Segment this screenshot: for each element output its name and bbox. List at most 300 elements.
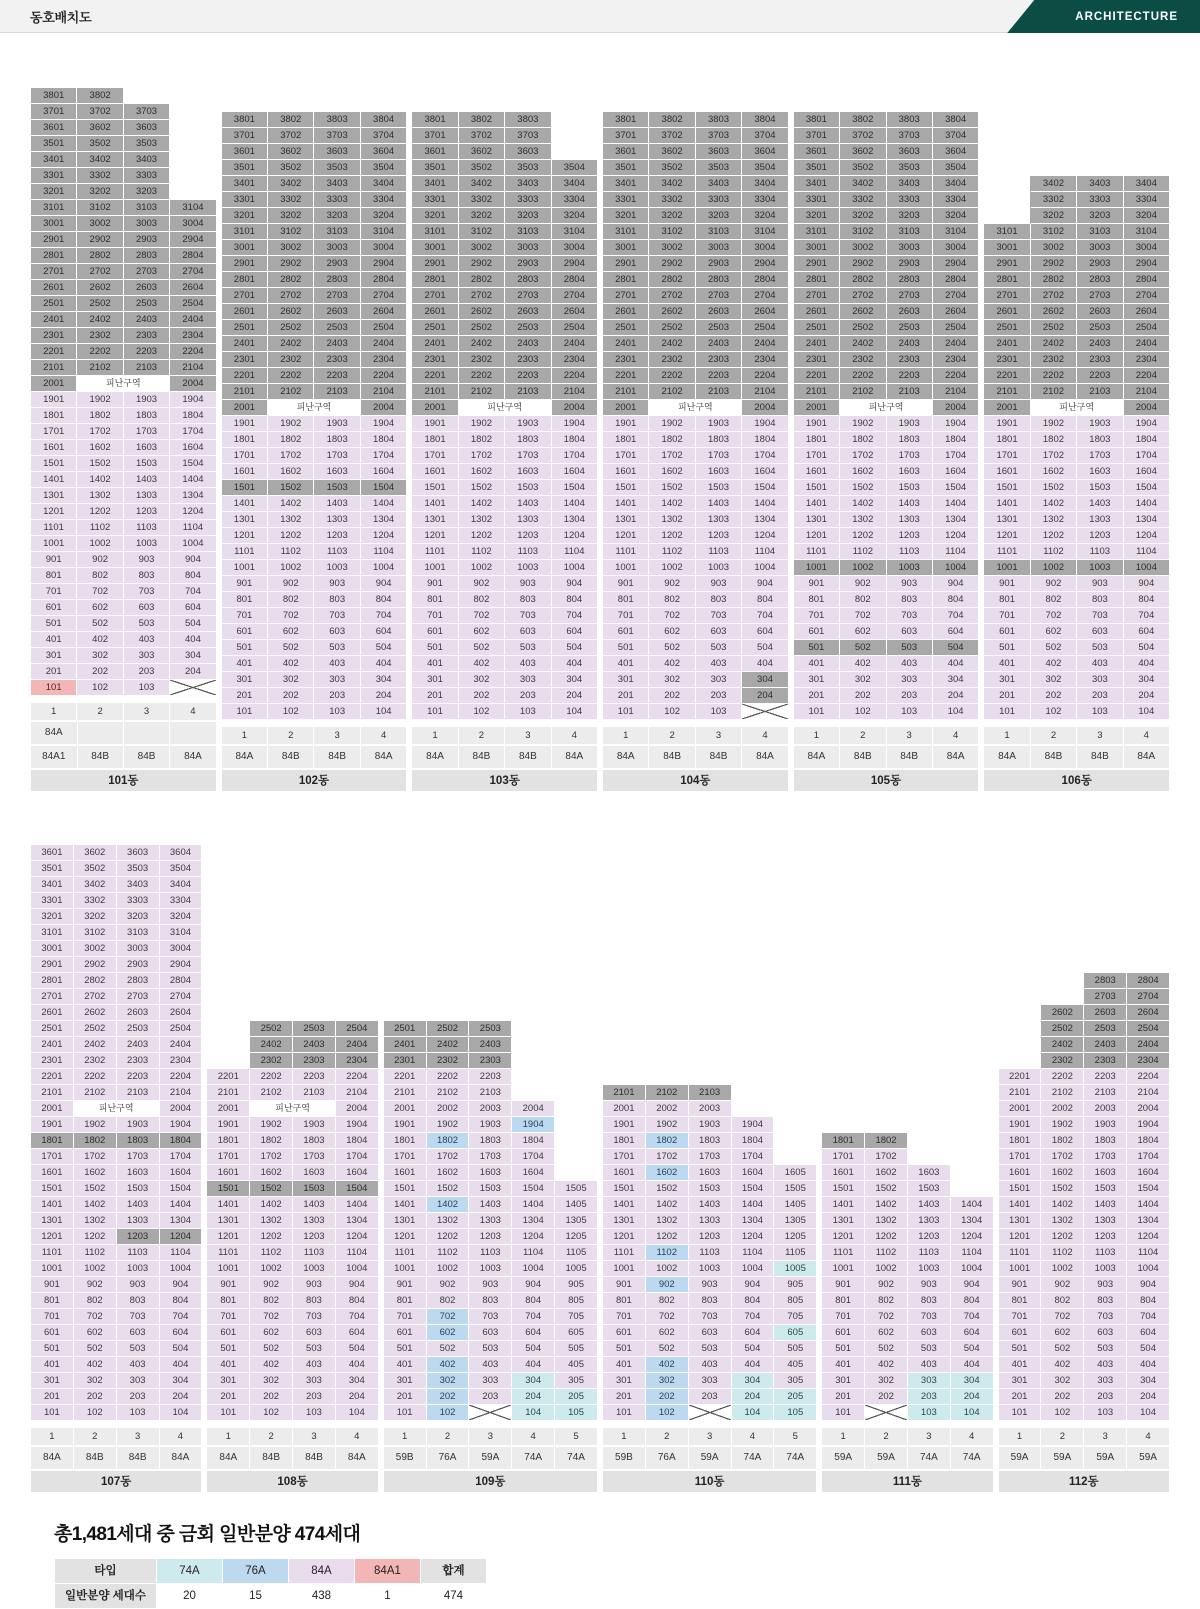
unit-cell[interactable]: 1601 bbox=[822, 1165, 865, 1181]
unit-cell[interactable]: 2101 bbox=[31, 360, 77, 376]
unit-cell[interactable]: 701 bbox=[221, 608, 267, 624]
unit-cell[interactable]: 404 bbox=[170, 632, 216, 648]
unit-cell[interactable]: 2402 bbox=[840, 336, 886, 352]
unit-cell[interactable]: 704 bbox=[170, 584, 216, 600]
unit-cell[interactable]: 3301 bbox=[603, 192, 649, 208]
unit-cell[interactable]: 401 bbox=[31, 1357, 74, 1373]
unit-cell[interactable]: 3502 bbox=[77, 136, 123, 152]
unit-cell[interactable]: 101 bbox=[207, 1405, 250, 1421]
unit-cell[interactable]: 1302 bbox=[77, 488, 123, 504]
unit-cell[interactable]: 2203 bbox=[1077, 368, 1123, 384]
unit-cell[interactable]: 904 bbox=[551, 576, 597, 592]
unit-cell[interactable]: 1604 bbox=[1123, 464, 1169, 480]
unit-cell[interactable]: 2503 bbox=[505, 320, 551, 336]
unit-cell[interactable]: 1102 bbox=[73, 1245, 116, 1261]
unit-cell[interactable]: 1602 bbox=[73, 1165, 116, 1181]
unit-cell[interactable]: 3602 bbox=[77, 120, 123, 136]
unit-cell[interactable]: 1103 bbox=[314, 544, 360, 560]
unit-cell[interactable]: 1803 bbox=[293, 1133, 336, 1149]
unit-cell[interactable]: 2401 bbox=[412, 336, 458, 352]
unit-cell[interactable]: 801 bbox=[984, 592, 1030, 608]
unit-cell[interactable]: 1405 bbox=[774, 1197, 817, 1213]
unit-cell[interactable]: 103 bbox=[1084, 1405, 1127, 1421]
unit-cell[interactable]: 2004 bbox=[360, 400, 406, 416]
unit-cell[interactable]: 3003 bbox=[505, 240, 551, 256]
unit-cell[interactable]: 804 bbox=[512, 1293, 555, 1309]
unit-cell[interactable]: 2302 bbox=[268, 352, 314, 368]
unit-cell[interactable]: 1501 bbox=[383, 1181, 426, 1197]
unit-cell[interactable]: 2004 bbox=[742, 400, 788, 416]
unit-cell[interactable]: 3702 bbox=[840, 128, 886, 144]
unit-cell[interactable]: 2902 bbox=[458, 256, 504, 272]
unit-cell[interactable]: 3101 bbox=[603, 224, 649, 240]
unit-cell[interactable]: 604 bbox=[360, 624, 406, 640]
unit-cell[interactable]: 3602 bbox=[458, 144, 504, 160]
unit-cell[interactable]: 104 bbox=[932, 704, 978, 720]
unit-cell[interactable]: 1102 bbox=[1030, 544, 1076, 560]
unit-cell[interactable]: 2702 bbox=[649, 288, 695, 304]
unit-cell[interactable]: 502 bbox=[73, 1341, 116, 1357]
unit-cell[interactable]: 904 bbox=[512, 1277, 555, 1293]
unit-cell[interactable]: 2302 bbox=[426, 1053, 469, 1069]
unit-cell[interactable]: 701 bbox=[603, 608, 649, 624]
unit-cell[interactable]: 202 bbox=[1041, 1389, 1084, 1405]
unit-cell[interactable]: 304 bbox=[159, 1373, 202, 1389]
unit-cell[interactable]: 3404 bbox=[551, 176, 597, 192]
unit-cell[interactable]: 2201 bbox=[412, 368, 458, 384]
unit-cell[interactable]: 2902 bbox=[1030, 256, 1076, 272]
unit-cell[interactable]: 304 bbox=[335, 1373, 378, 1389]
unit-cell[interactable]: 403 bbox=[695, 656, 741, 672]
unit-cell[interactable]: 2602 bbox=[458, 304, 504, 320]
unit-cell[interactable]: 1604 bbox=[551, 464, 597, 480]
unit-cell[interactable]: 1301 bbox=[793, 512, 839, 528]
unit-cell[interactable]: 902 bbox=[250, 1277, 293, 1293]
unit-cell[interactable]: 2603 bbox=[505, 304, 551, 320]
unit-cell[interactable]: 3102 bbox=[73, 925, 116, 941]
unit-cell[interactable]: 1201 bbox=[984, 528, 1030, 544]
unit-cell[interactable]: 201 bbox=[822, 1389, 865, 1405]
unit-cell[interactable]: 3801 bbox=[412, 112, 458, 128]
unit-cell[interactable]: 2403 bbox=[505, 336, 551, 352]
unit-cell[interactable]: 1703 bbox=[1077, 448, 1123, 464]
unit-cell[interactable]: 3801 bbox=[31, 88, 77, 104]
unit-cell[interactable]: 3204 bbox=[159, 909, 202, 925]
unit-cell[interactable]: 1301 bbox=[31, 1213, 74, 1229]
unit-cell[interactable]: 1004 bbox=[335, 1261, 378, 1277]
unit-cell[interactable]: 2004 bbox=[1127, 1101, 1170, 1117]
unit-cell[interactable]: 2101 bbox=[221, 384, 267, 400]
unit-cell[interactable]: 3301 bbox=[31, 168, 77, 184]
unit-cell[interactable]: 102 bbox=[840, 704, 886, 720]
unit-cell[interactable]: 1704 bbox=[159, 1149, 202, 1165]
unit-cell[interactable]: 2603 bbox=[695, 304, 741, 320]
unit-cell[interactable]: 1203 bbox=[505, 528, 551, 544]
unit-cell[interactable]: 2801 bbox=[412, 272, 458, 288]
unit-cell[interactable]: 2603 bbox=[314, 304, 360, 320]
unit-cell[interactable]: 1101 bbox=[221, 544, 267, 560]
unit-cell[interactable]: 1104 bbox=[551, 544, 597, 560]
unit-cell[interactable]: 702 bbox=[840, 608, 886, 624]
unit-cell[interactable]: 1703 bbox=[1084, 1149, 1127, 1165]
unit-cell[interactable]: 3304 bbox=[1123, 192, 1169, 208]
unit-cell[interactable]: 403 bbox=[116, 1357, 159, 1373]
unit-cell[interactable]: 1501 bbox=[984, 480, 1030, 496]
unit-cell[interactable]: 2601 bbox=[31, 1005, 74, 1021]
unit-cell[interactable]: 401 bbox=[383, 1357, 426, 1373]
unit-cell[interactable]: 3803 bbox=[505, 112, 551, 128]
unit-cell[interactable]: 1503 bbox=[1077, 480, 1123, 496]
unit-cell[interactable]: 1803 bbox=[469, 1133, 512, 1149]
unit-cell[interactable]: 201 bbox=[998, 1389, 1041, 1405]
unit-cell[interactable]: 2503 bbox=[1084, 1021, 1127, 1037]
unit-cell[interactable]: 2802 bbox=[1030, 272, 1076, 288]
unit-cell[interactable]: 304 bbox=[1127, 1373, 1170, 1389]
unit-cell[interactable]: 1001 bbox=[31, 1261, 74, 1277]
unit-cell[interactable]: 2303 bbox=[505, 352, 551, 368]
unit-cell[interactable]: 1402 bbox=[1041, 1197, 1084, 1213]
unit-cell[interactable]: 404 bbox=[1123, 656, 1169, 672]
unit-cell[interactable]: 1603 bbox=[907, 1165, 950, 1181]
unit-cell[interactable]: 104 bbox=[360, 704, 406, 720]
unit-cell[interactable]: 903 bbox=[1084, 1277, 1127, 1293]
unit-cell[interactable]: 3501 bbox=[603, 160, 649, 176]
unit-cell[interactable]: 401 bbox=[412, 656, 458, 672]
unit-cell[interactable]: 603 bbox=[1077, 624, 1123, 640]
unit-cell[interactable]: 1003 bbox=[314, 560, 360, 576]
unit-cell[interactable]: 1802 bbox=[649, 432, 695, 448]
unit-cell[interactable]: 2203 bbox=[469, 1069, 512, 1085]
unit-cell[interactable]: 1501 bbox=[207, 1181, 250, 1197]
unit-cell[interactable]: 3202 bbox=[458, 208, 504, 224]
unit-cell[interactable]: 2704 bbox=[170, 264, 216, 280]
unit-cell[interactable]: 1403 bbox=[314, 496, 360, 512]
unit-cell[interactable]: 1204 bbox=[1123, 528, 1169, 544]
unit-cell[interactable]: 101 bbox=[793, 704, 839, 720]
unit-cell[interactable]: 2903 bbox=[695, 256, 741, 272]
unit-cell[interactable]: 1504 bbox=[1123, 480, 1169, 496]
unit-cell[interactable]: 2604 bbox=[1123, 304, 1169, 320]
unit-cell[interactable]: 1502 bbox=[458, 480, 504, 496]
unit-cell[interactable]: 902 bbox=[73, 1277, 116, 1293]
unit-cell[interactable]: 904 bbox=[360, 576, 406, 592]
unit-cell[interactable]: 804 bbox=[360, 592, 406, 608]
unit-cell[interactable]: 1103 bbox=[123, 520, 169, 536]
unit-cell[interactable]: 1601 bbox=[793, 464, 839, 480]
unit-cell[interactable]: 3604 bbox=[932, 144, 978, 160]
unit-cell[interactable]: 1404 bbox=[335, 1197, 378, 1213]
unit-cell[interactable]: 2502 bbox=[840, 320, 886, 336]
unit-cell[interactable]: 2403 bbox=[314, 336, 360, 352]
unit-cell[interactable]: 3801 bbox=[793, 112, 839, 128]
unit-cell[interactable]: 2103 bbox=[314, 384, 360, 400]
unit-cell[interactable]: 1304 bbox=[1123, 512, 1169, 528]
unit-cell[interactable]: 1404 bbox=[950, 1197, 993, 1213]
unit-cell[interactable]: 201 bbox=[221, 688, 267, 704]
unit-cell[interactable]: 1004 bbox=[1127, 1261, 1170, 1277]
unit-cell[interactable]: 2904 bbox=[551, 256, 597, 272]
unit-cell[interactable]: 3403 bbox=[505, 176, 551, 192]
unit-cell[interactable]: 901 bbox=[603, 576, 649, 592]
unit-cell[interactable]: 1501 bbox=[31, 1181, 74, 1197]
unit-cell[interactable]: 1204 bbox=[1127, 1229, 1170, 1245]
unit-cell[interactable]: 1704 bbox=[360, 448, 406, 464]
unit-cell[interactable]: 1103 bbox=[695, 544, 741, 560]
unit-cell[interactable]: 2601 bbox=[984, 304, 1030, 320]
unit-cell[interactable]: 1704 bbox=[932, 448, 978, 464]
unit-cell[interactable]: 502 bbox=[840, 640, 886, 656]
unit-cell[interactable]: 502 bbox=[250, 1341, 293, 1357]
unit-cell[interactable]: 2802 bbox=[73, 973, 116, 989]
unit-cell[interactable]: 303 bbox=[469, 1373, 512, 1389]
unit-cell[interactable]: 803 bbox=[1084, 1293, 1127, 1309]
unit-cell[interactable]: 1302 bbox=[268, 512, 314, 528]
unit-cell[interactable]: 501 bbox=[793, 640, 839, 656]
unit-cell[interactable]: 3103 bbox=[116, 925, 159, 941]
unit-cell[interactable]: 1604 bbox=[932, 464, 978, 480]
unit-cell[interactable]: 1304 bbox=[950, 1213, 993, 1229]
unit-cell[interactable]: 1404 bbox=[932, 496, 978, 512]
unit-cell[interactable]: 2301 bbox=[31, 1053, 74, 1069]
unit-cell[interactable]: 3401 bbox=[603, 176, 649, 192]
unit-cell[interactable]: 2704 bbox=[159, 989, 202, 1005]
unit-cell[interactable]: 2101 bbox=[603, 1085, 646, 1101]
unit-cell[interactable]: 1104 bbox=[512, 1245, 555, 1261]
unit-cell[interactable]: 2703 bbox=[695, 288, 741, 304]
unit-cell[interactable]: 1701 bbox=[822, 1149, 865, 1165]
unit-cell[interactable]: 2304 bbox=[170, 328, 216, 344]
unit-cell[interactable]: 704 bbox=[335, 1309, 378, 1325]
unit-cell[interactable]: 403 bbox=[688, 1357, 731, 1373]
unit-cell[interactable]: 802 bbox=[649, 592, 695, 608]
unit-cell[interactable]: 401 bbox=[984, 656, 1030, 672]
unit-cell[interactable]: 301 bbox=[603, 672, 649, 688]
unit-cell[interactable]: 2202 bbox=[458, 368, 504, 384]
unit-cell[interactable]: 3101 bbox=[412, 224, 458, 240]
unit-cell[interactable]: 3802 bbox=[77, 88, 123, 104]
unit-cell[interactable]: 504 bbox=[551, 640, 597, 656]
unit-cell[interactable]: 3503 bbox=[886, 160, 932, 176]
unit-cell[interactable]: 603 bbox=[293, 1325, 336, 1341]
unit-cell[interactable]: 2504 bbox=[170, 296, 216, 312]
unit-cell[interactable]: 1202 bbox=[1030, 528, 1076, 544]
unit-cell[interactable]: 1204 bbox=[360, 528, 406, 544]
unit-cell[interactable]: 1903 bbox=[886, 416, 932, 432]
unit-cell[interactable]: 1003 bbox=[886, 560, 932, 576]
unit-cell[interactable]: 1502 bbox=[865, 1181, 908, 1197]
unit-cell[interactable]: 1203 bbox=[688, 1229, 731, 1245]
unit-cell[interactable]: 603 bbox=[695, 624, 741, 640]
unit-cell[interactable]: 2403 bbox=[886, 336, 932, 352]
unit-cell[interactable]: 1004 bbox=[170, 536, 216, 552]
unit-cell[interactable]: 3201 bbox=[412, 208, 458, 224]
unit-cell[interactable]: 204 bbox=[551, 688, 597, 704]
unit-cell[interactable]: 502 bbox=[458, 640, 504, 656]
unit-cell[interactable]: 602 bbox=[645, 1325, 688, 1341]
unit-cell[interactable]: 503 bbox=[688, 1341, 731, 1357]
unit-cell[interactable]: 2504 bbox=[335, 1021, 378, 1037]
unit-cell[interactable]: 1402 bbox=[426, 1197, 469, 1213]
unit-cell[interactable]: 1403 bbox=[1077, 496, 1123, 512]
unit-cell[interactable]: 2303 bbox=[469, 1053, 512, 1069]
unit-cell[interactable]: 104 bbox=[335, 1405, 378, 1421]
unit-cell[interactable]: 3601 bbox=[31, 845, 74, 861]
unit-cell[interactable]: 1304 bbox=[742, 512, 788, 528]
unit-cell[interactable]: 1004 bbox=[551, 560, 597, 576]
unit-cell[interactable]: 3104 bbox=[170, 200, 216, 216]
unit-cell[interactable]: 2404 bbox=[742, 336, 788, 352]
unit-cell[interactable]: 1704 bbox=[512, 1149, 555, 1165]
unit-cell[interactable]: 104 bbox=[1127, 1405, 1170, 1421]
unit-cell[interactable]: 3001 bbox=[793, 240, 839, 256]
unit-cell[interactable]: 502 bbox=[645, 1341, 688, 1357]
unit-cell[interactable]: 1403 bbox=[688, 1197, 731, 1213]
unit-cell[interactable]: 3701 bbox=[31, 104, 77, 120]
unit-cell[interactable]: 904 bbox=[742, 576, 788, 592]
unit-cell[interactable]: 601 bbox=[412, 624, 458, 640]
unit-cell[interactable]: 102 bbox=[268, 704, 314, 720]
unit-cell[interactable]: 302 bbox=[649, 672, 695, 688]
unit-cell[interactable]: 701 bbox=[998, 1309, 1041, 1325]
unit-cell[interactable]: 1602 bbox=[840, 464, 886, 480]
unit-cell[interactable]: 603 bbox=[688, 1325, 731, 1341]
unit-cell[interactable]: 602 bbox=[1030, 624, 1076, 640]
unit-cell[interactable]: 3702 bbox=[649, 128, 695, 144]
unit-cell[interactable]: 2103 bbox=[293, 1085, 336, 1101]
unit-cell[interactable]: 1702 bbox=[73, 1149, 116, 1165]
unit-cell[interactable]: 2204 bbox=[360, 368, 406, 384]
unit-cell[interactable]: 2404 bbox=[170, 312, 216, 328]
unit-cell[interactable]: 3303 bbox=[314, 192, 360, 208]
unit-cell[interactable]: 2903 bbox=[886, 256, 932, 272]
unit-cell[interactable]: 2403 bbox=[116, 1037, 159, 1053]
unit-cell[interactable]: 2601 bbox=[412, 304, 458, 320]
unit-cell[interactable]: 3102 bbox=[649, 224, 695, 240]
unit-cell[interactable]: 1104 bbox=[1127, 1245, 1170, 1261]
unit-cell[interactable]: 3303 bbox=[886, 192, 932, 208]
unit-cell[interactable]: 3501 bbox=[412, 160, 458, 176]
unit-cell[interactable]: 302 bbox=[1030, 672, 1076, 688]
unit-cell[interactable]: 103 bbox=[695, 704, 741, 720]
unit-cell[interactable]: 401 bbox=[603, 1357, 646, 1373]
unit-cell[interactable]: 1602 bbox=[649, 464, 695, 480]
unit-cell[interactable]: 1502 bbox=[649, 480, 695, 496]
unit-cell[interactable]: 1403 bbox=[293, 1197, 336, 1213]
unit-cell[interactable]: 3201 bbox=[603, 208, 649, 224]
unit-cell[interactable]: 803 bbox=[116, 1293, 159, 1309]
unit-cell[interactable]: 102 bbox=[1030, 704, 1076, 720]
unit-cell[interactable]: 501 bbox=[31, 616, 77, 632]
unit-cell[interactable]: 203 bbox=[505, 688, 551, 704]
unit-cell[interactable]: 403 bbox=[314, 656, 360, 672]
unit-cell[interactable]: 701 bbox=[603, 1309, 646, 1325]
unit-cell[interactable]: 1201 bbox=[822, 1229, 865, 1245]
unit-cell[interactable]: 3104 bbox=[1123, 224, 1169, 240]
unit-cell[interactable]: 1802 bbox=[77, 408, 123, 424]
unit-cell[interactable]: 1304 bbox=[512, 1213, 555, 1229]
unit-cell[interactable]: 1701 bbox=[207, 1149, 250, 1165]
unit-cell[interactable]: 2104 bbox=[551, 384, 597, 400]
unit-cell[interactable]: 2903 bbox=[116, 957, 159, 973]
unit-cell[interactable]: 103 bbox=[886, 704, 932, 720]
unit-cell[interactable]: 1103 bbox=[688, 1245, 731, 1261]
unit-cell[interactable]: 1402 bbox=[840, 496, 886, 512]
unit-cell[interactable]: 201 bbox=[383, 1389, 426, 1405]
unit-cell[interactable]: 801 bbox=[207, 1293, 250, 1309]
unit-cell[interactable]: 1301 bbox=[603, 512, 649, 528]
unit-cell[interactable]: 1804 bbox=[1123, 432, 1169, 448]
unit-cell[interactable]: 3001 bbox=[412, 240, 458, 256]
unit-cell[interactable]: 1003 bbox=[469, 1261, 512, 1277]
unit-cell[interactable]: 502 bbox=[77, 616, 123, 632]
unit-cell[interactable]: 204 bbox=[731, 1389, 774, 1405]
unit-cell[interactable]: 1203 bbox=[1084, 1229, 1127, 1245]
unit-cell[interactable]: 2803 bbox=[314, 272, 360, 288]
unit-cell[interactable]: 2504 bbox=[932, 320, 978, 336]
unit-cell[interactable]: 2803 bbox=[695, 272, 741, 288]
unit-cell[interactable]: 703 bbox=[469, 1309, 512, 1325]
unit-cell[interactable]: 3201 bbox=[793, 208, 839, 224]
unit-cell[interactable]: 701 bbox=[822, 1309, 865, 1325]
unit-cell[interactable]: 3203 bbox=[505, 208, 551, 224]
unit-cell[interactable]: 1602 bbox=[268, 464, 314, 480]
unit-cell[interactable]: 2102 bbox=[77, 360, 123, 376]
unit-cell[interactable]: 102 bbox=[1041, 1405, 1084, 1421]
unit-cell[interactable]: 2604 bbox=[360, 304, 406, 320]
unit-cell[interactable]: 301 bbox=[822, 1373, 865, 1389]
unit-cell[interactable]: 1402 bbox=[77, 472, 123, 488]
unit-cell[interactable]: 2804 bbox=[932, 272, 978, 288]
unit-cell[interactable]: 803 bbox=[695, 592, 741, 608]
unit-cell[interactable]: 1404 bbox=[551, 496, 597, 512]
unit-cell[interactable]: 1604 bbox=[159, 1165, 202, 1181]
unit-cell[interactable]: 1302 bbox=[1041, 1213, 1084, 1229]
unit-cell[interactable]: 804 bbox=[742, 592, 788, 608]
unit-cell[interactable]: 1202 bbox=[73, 1229, 116, 1245]
unit-cell[interactable]: 702 bbox=[1041, 1309, 1084, 1325]
unit-cell[interactable]: 2001 bbox=[31, 1101, 74, 1117]
unit-cell[interactable]: 404 bbox=[950, 1357, 993, 1373]
unit-cell[interactable]: 1801 bbox=[383, 1133, 426, 1149]
unit-cell[interactable]: 302 bbox=[250, 1373, 293, 1389]
unit-cell[interactable]: 305 bbox=[774, 1373, 817, 1389]
unit-cell[interactable]: 2503 bbox=[886, 320, 932, 336]
unit-cell[interactable]: 1802 bbox=[865, 1133, 908, 1149]
unit-cell[interactable]: 3002 bbox=[73, 941, 116, 957]
unit-cell[interactable]: 802 bbox=[458, 592, 504, 608]
unit-cell[interactable]: 2803 bbox=[505, 272, 551, 288]
unit-cell[interactable]: 1205 bbox=[774, 1229, 817, 1245]
unit-cell[interactable]: 2201 bbox=[31, 344, 77, 360]
unit-cell[interactable]: 3003 bbox=[886, 240, 932, 256]
unit-cell[interactable]: 1504 bbox=[932, 480, 978, 496]
unit-cell[interactable]: 1301 bbox=[984, 512, 1030, 528]
unit-cell[interactable]: 1804 bbox=[932, 432, 978, 448]
unit-cell[interactable]: 1003 bbox=[1084, 1261, 1127, 1277]
unit-cell[interactable]: 802 bbox=[77, 568, 123, 584]
unit-cell[interactable]: 1502 bbox=[250, 1181, 293, 1197]
unit-cell[interactable]: 1303 bbox=[293, 1213, 336, 1229]
unit-cell[interactable]: 104 bbox=[551, 704, 597, 720]
unit-cell[interactable]: 902 bbox=[426, 1277, 469, 1293]
unit-cell[interactable]: 1205 bbox=[555, 1229, 598, 1245]
unit-cell[interactable]: 2003 bbox=[469, 1101, 512, 1117]
unit-cell[interactable]: 1002 bbox=[865, 1261, 908, 1277]
unit-cell[interactable]: 503 bbox=[1077, 640, 1123, 656]
unit-cell[interactable]: 3102 bbox=[458, 224, 504, 240]
unit-cell[interactable]: 2402 bbox=[1041, 1037, 1084, 1053]
unit-cell[interactable]: 1504 bbox=[742, 480, 788, 496]
